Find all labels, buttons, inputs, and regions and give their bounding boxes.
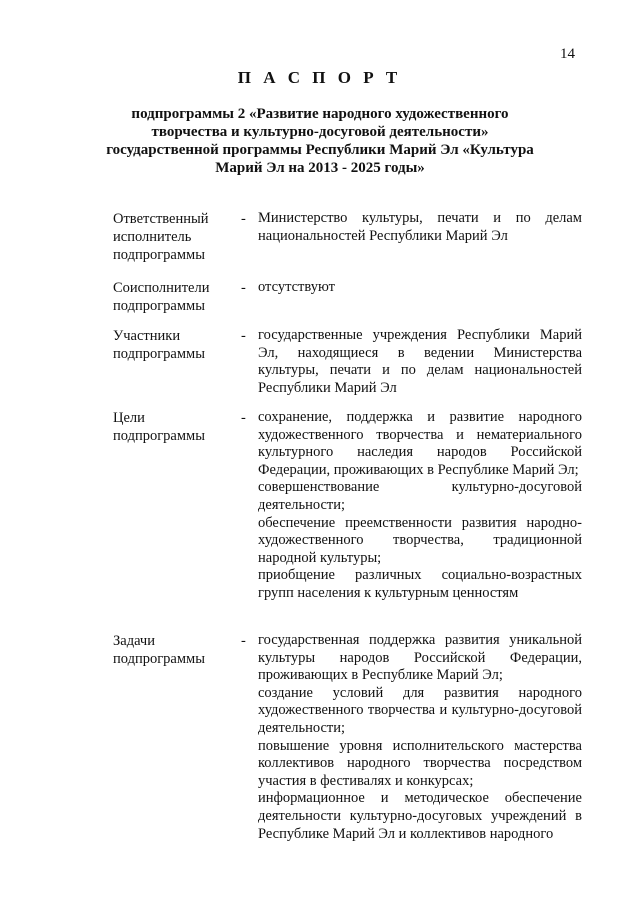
document-title: П А С П О Р Т [237,68,402,87]
value-paragraph: государственные учреждения Республики Марий Эл, находящиеся в ведении Министерства культуры, печати и по делам национальностей Республики Марий Эл [258,327,582,396]
value-paragraph: приобщение различных социально-возрастных групп населения к культурным ценностям [258,567,582,601]
row-value [258,632,582,843]
value-paragraph: отсутствуют [258,279,335,295]
row-value [258,210,582,245]
value-paragraph: Министерство культуры, печати и по делам национальностей Республики Марий Эл [258,210,582,244]
value-paragraph: создание условий для развития народного художественного творчества и культурно-досуговой деятельности; [258,684,582,736]
value-paragraph: информационное и методическое обеспечение деятельности культурно-досуговых учреждений в Республике Марий Эл и коллективов народного [258,790,582,842]
row-dash: - [241,410,246,426]
row-label: Участники подпрограммы [113,328,205,362]
row-dash: - [241,211,246,227]
row-label: Задачи подпрограммы [113,633,205,667]
row-dash: - [241,328,246,344]
row-dash: - [241,633,246,649]
row-label: Соисполнители подпрограммы [113,280,210,314]
row-value [258,409,582,603]
row-label: Цели подпрограммы [113,410,205,444]
page-number: 14 [560,46,575,62]
document-subtitle: подпрограммы 2 «Развитие народного художественного творчества и культурно-досуговой деятельности» государственной программы Республики Марий Эл «Культура Марий Эл на 2013 - 2025 годы» [106,106,534,176]
row-dash: - [241,280,246,296]
row-value [258,279,582,297]
value-paragraph: сохранение, поддержка и развитие народного художественного творчества и нематериального культурного наследия народов Российской Федерации, проживающих в Республике Марий Эл; [258,409,582,478]
row-value [258,327,582,397]
value-paragraph: совершенствование культурно-досуговой деятельности; [258,479,582,513]
row-label: Ответственный исполнитель подпрограммы [113,211,209,263]
value-paragraph: повышение уровня исполнительского мастерства коллективов народного творчества посредством участия в фестивалях и конкурсах; [258,737,582,789]
value-paragraph: обеспечение преемственности развития народно-художественного творчества, традиционной народной культуры; [258,514,582,566]
value-paragraph: государственная поддержка развития уникальной культуры народов Российской Федерации, проживающих в Республике Марий Эл; [258,632,582,684]
